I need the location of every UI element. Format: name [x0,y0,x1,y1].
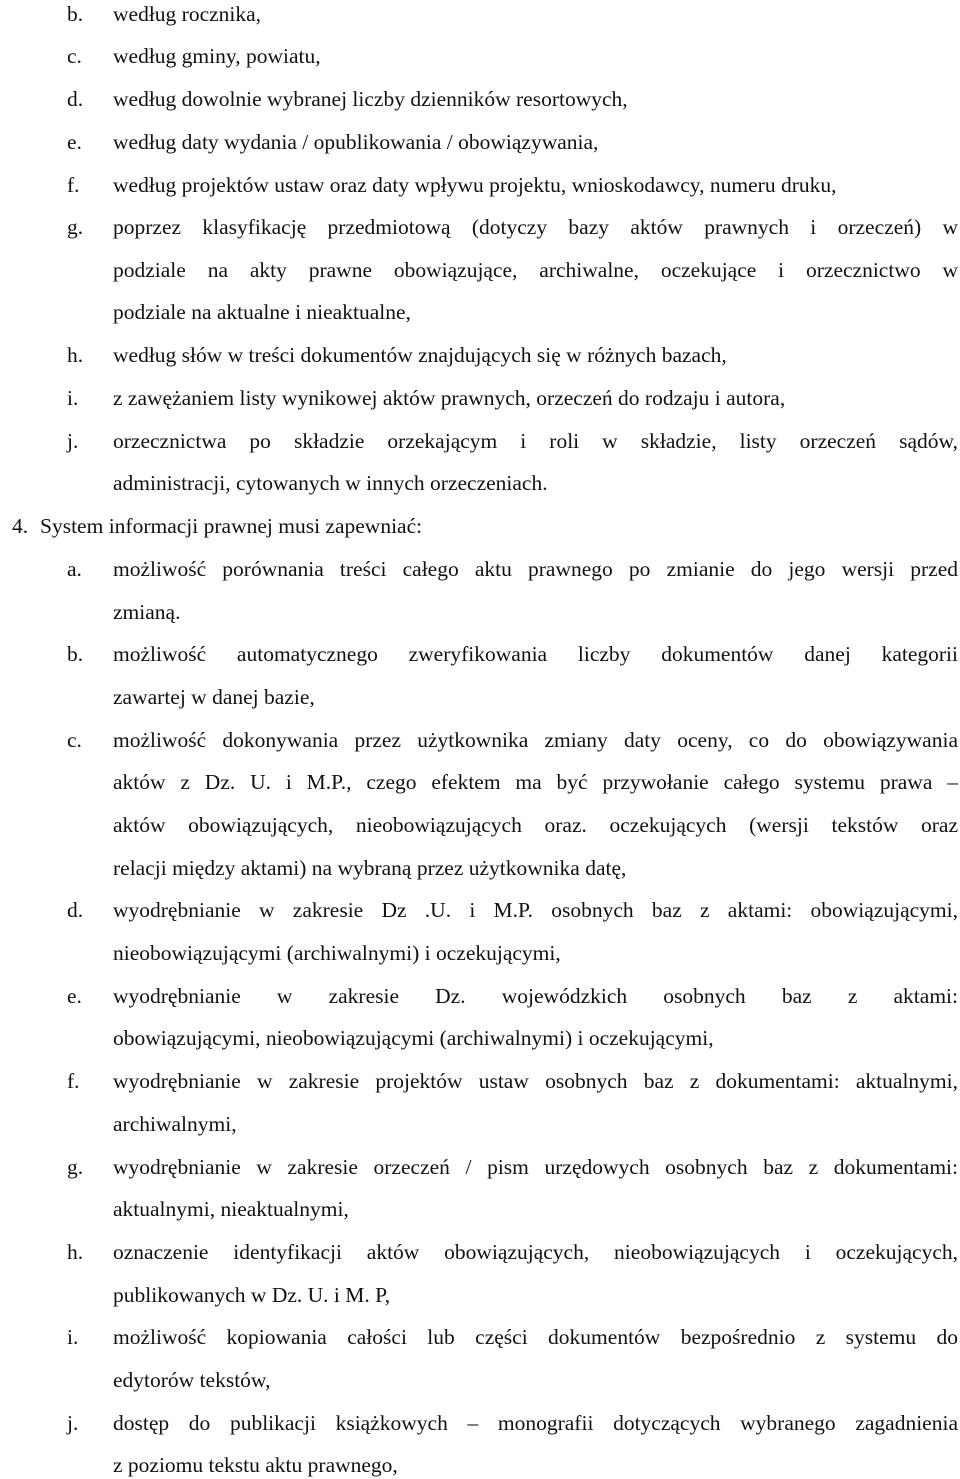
list-item-text: aktów z Dz. U. i M.P., czego efektem ma być przywołanie całego systemu prawa – [113,770,958,794]
list-marker: h. [67,1240,84,1264]
list-marker: g. [67,215,84,239]
list-item-text: administracji, cytowanych w innych orzeczeniach. [113,471,548,495]
list-item-text: publikowanych w Dz. U. i M. P, [113,1283,391,1307]
list-marker: b. [67,642,84,666]
list-marker: f. [67,173,80,197]
list-item-text: wyodrębnianie w zakresie orzeczeń / pism urzędowych osobnych baz z dokumentami: [113,1155,958,1179]
list-item-text: edytorów tekstów, [113,1368,271,1392]
section-number: 4. [12,514,29,538]
list-item-text: zawartej w danej bazie, [113,685,315,709]
list-item-text: według daty wydania / opublikowania / obowiązywania, [113,130,599,154]
list-item-text: według projektów ustaw oraz daty wpływu projektu, wnioskodawcy, numeru druku, [113,173,837,197]
list-item-text: z zawężaniem listy wynikowej aktów prawnych, orzeczeń do rodzaju i autora, [113,386,786,410]
list-item-text: według dowolnie wybranej liczby dzienników resortowych, [113,87,628,111]
list-marker: e. [67,130,82,154]
list-item-text: archiwalnymi, [113,1112,237,1136]
list-item-text: możliwość dokonywania przez użytkownika zmiany daty oceny, co do obowiązywania [113,728,958,752]
list-item-text: nieobowiązującymi (archiwalnymi) i oczekującymi, [113,941,561,965]
list-item-text: z poziomu tekstu aktu prawnego, [113,1453,398,1477]
list-item-text: wyodrębnianie w zakresie Dz .U. i M.P. osobnych baz z aktami: obowiązującymi, [113,898,958,922]
list-marker: a. [67,557,82,581]
list-marker: c. [67,44,82,68]
list-item-text: dostęp do publikacji książkowych – monografii dotyczących wybranego zagadnienia [113,1411,958,1435]
list-marker: j. [67,1411,79,1435]
list-marker: c. [67,728,82,752]
list-item-text: możliwość kopiowania całości lub części dokumentów bezpośrednio z systemu do [113,1325,958,1349]
list-item-text: wyodrębnianie w zakresie Dz. wojewódzkich osobnych baz z aktami: [113,984,958,1008]
list-item-text: możliwość automatycznego zweryfikowania liczby dokumentów danej kategorii [113,642,958,666]
list-item-text: podziale na akty prawne obowiązujące, archiwalne, oczekujące i orzecznictwo w [113,258,958,282]
list-item-text: zmianą. [113,600,181,624]
list-item-text: według rocznika, [113,2,262,26]
list-item-text: poprzez klasyfikację przedmiotową (dotyczy bazy aktów prawnych i orzeczeń) w [113,215,958,239]
section-title: System informacji prawnej musi zapewniać: [40,514,423,538]
list-marker: i. [67,1325,79,1349]
list-marker: f. [67,1069,80,1093]
list-item-text: według słów w treści dokumentów znajdujących się w różnych bazach, [113,343,727,367]
list-item-text: wyodrębnianie w zakresie projektów ustaw osobnych baz z dokumentami: aktualnymi, [113,1069,958,1093]
list-marker: i. [67,386,79,410]
list-marker: e. [67,984,82,1008]
list-marker: d. [67,87,84,111]
list-item-text: orzecznictwa po składzie orzekającym i roli w składzie, listy orzeczeń sądów, [113,429,958,453]
list-marker: h. [67,343,84,367]
list-item-text: aktualnymi, nieaktualnymi, [113,1197,349,1221]
list-item-text: według gminy, powiatu, [113,44,321,68]
list-marker: b. [67,2,84,26]
list-item-text: podziale na aktualne i nieaktualne, [113,300,411,324]
list-marker: j. [67,429,79,453]
list-item-text: aktów obowiązujących, nieobowiązujących oraz. oczekujących (wersji tekstów oraz [113,813,958,837]
list-marker: g. [67,1155,84,1179]
list-item-text: oznaczenie identyfikacji aktów obowiązujących, nieobowiązujących i oczekujących, [113,1240,958,1264]
list-item-text: możliwość porównania treści całego aktu prawnego po zmianie do jego wersji przed [113,557,958,581]
list-marker: d. [67,898,84,922]
list-item-text: obowiązującymi, nieobowiązującymi (archiwalnymi) i oczekującymi, [113,1026,714,1050]
list-item-text: relacji między aktami) na wybraną przez użytkownika datę, [113,856,627,880]
